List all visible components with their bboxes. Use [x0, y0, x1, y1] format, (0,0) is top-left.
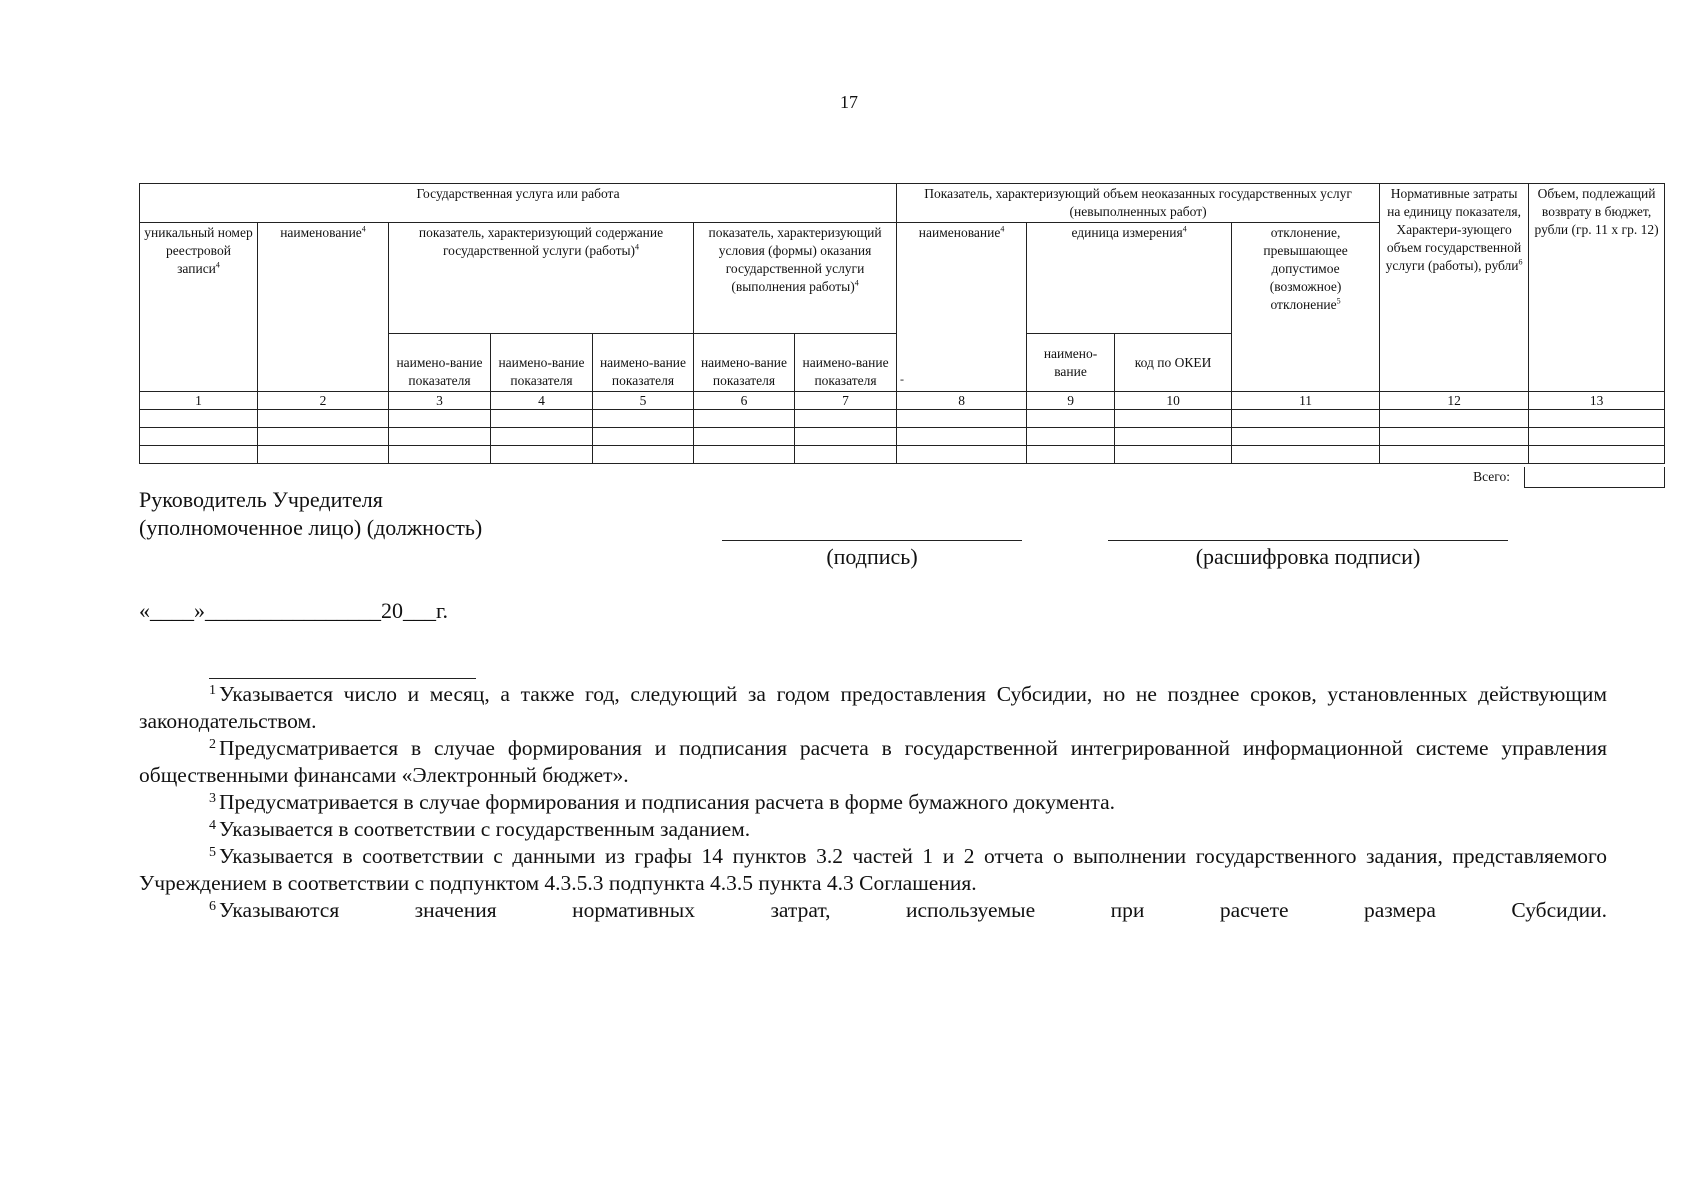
column-number: 7 — [795, 392, 897, 410]
footnotes — [139, 681, 1607, 924]
return-calculation-table — [139, 183, 1665, 464]
header-indicator-name: наимено-вание показателя — [389, 334, 491, 392]
date-line: «____»________________20___г. — [139, 598, 449, 623]
footnote: $^5$ Указывается в соответствии с данными из графы 14 пунктов 3.2 частей 1 и 2 отчета о выполнении государственного задания, представляемого Учреждением в соответствии с подпунктом 4.3.5.3 подпункта 4.3.5 пункта 4.3 Соглашения. — [139, 844, 1607, 895]
header-name: наименование$^4$ — [258, 223, 389, 392]
header-normative-costs: Нормативные затраты на единицу показателя, Характери-зующего объем государственной услуги (работы), рубли$^6$ — [1380, 184, 1529, 392]
header-indicator-name: наимено-вание показателя — [491, 334, 593, 392]
footnote: $^2$ Предусматривается в случае формирования и подписания расчета в государственной интегрированной информационной системе управления общественными финансами «Электронный бюджет». — [139, 736, 1607, 787]
footnote: $^1$ Указывается число и месяц, а также год, следующий за годом предоставления Субсидии, но не позднее сроков, установленных действующим законодательством. — [139, 682, 1607, 733]
header-return-volume: Объем, подлежащий возврату в бюджет, рубли (гр. 11 х гр. 12) — [1529, 184, 1665, 392]
column-number: 5 — [593, 392, 694, 410]
column-number: 4 — [491, 392, 593, 410]
signature-line — [722, 540, 1022, 541]
head-role: (уполномоченное лицо) (должность) — [139, 515, 483, 540]
signature-decode-caption: (расшифровка подписи) — [1195, 544, 1421, 569]
header-indicator-name: наимено-вание показателя — [694, 334, 795, 392]
header-deviation: отклонение, превышающее допустимое (возможное) отклонение$^5$ — [1232, 223, 1380, 392]
head-title: Руководитель Учредителя — [139, 487, 383, 512]
header-conditions-indicator: показатель, характеризующий условия (формы) оказания государственной услуги (выполнения работы)$^4$ — [694, 223, 897, 334]
header-indicator-name: наимено-вание показателя — [593, 334, 694, 392]
footnote: $^6$ Указываются значения нормативных затрат, используемые при расчете размера Субсидии. — [209, 898, 1607, 922]
header-okei-code: код по ОКЕИ — [1115, 334, 1232, 392]
table-row — [140, 428, 1665, 446]
header-unit: единица измерения$^4$ — [1027, 223, 1232, 334]
header-content-indicator: показатель, характеризующий содержание государственной услуги (работы)$^4$ — [389, 223, 694, 334]
column-number: 11 — [1232, 392, 1380, 410]
table-row — [140, 446, 1665, 464]
column-number: 2 — [258, 392, 389, 410]
footnote: $^3$ Предусматривается в случае формирования и подписания расчета в форме бумажного документа. — [209, 790, 1115, 814]
column-number: 8 — [897, 392, 1027, 410]
column-number: 6 — [694, 392, 795, 410]
header-unit-name: наимено-вание — [1027, 334, 1115, 392]
footnote: $^4$ Указывается в соответствии с государственным заданием. — [209, 817, 751, 841]
signature-decode-line — [1108, 540, 1508, 541]
column-number: 9 — [1027, 392, 1115, 410]
total-label: Всего: — [1473, 469, 1510, 484]
signature-caption: (подпись) — [826, 544, 918, 569]
column-number: 10 — [1115, 392, 1232, 410]
footnote-separator — [209, 678, 476, 679]
total-value-box — [1524, 467, 1665, 488]
column-number: 1 — [140, 392, 258, 410]
header-volume-group: Показатель, характеризующий объем неоказанных государственных услуг (невыполненных работ) — [897, 184, 1380, 223]
header-unique-number: уникальный номер реестровой записи$^4$ — [140, 223, 258, 392]
header-service-group: Государственная услуга или работа — [140, 184, 897, 223]
dash-mark: - — [900, 372, 904, 386]
header-volume-name: наименование$^4$ — [897, 223, 1027, 392]
column-number: 3 — [389, 392, 491, 410]
column-number: 13 — [1529, 392, 1665, 410]
table-row — [140, 410, 1665, 428]
header-indicator-name: наимено-вание показателя — [795, 334, 897, 392]
page-number: 17 — [840, 92, 858, 112]
column-number: 12 — [1380, 392, 1529, 410]
